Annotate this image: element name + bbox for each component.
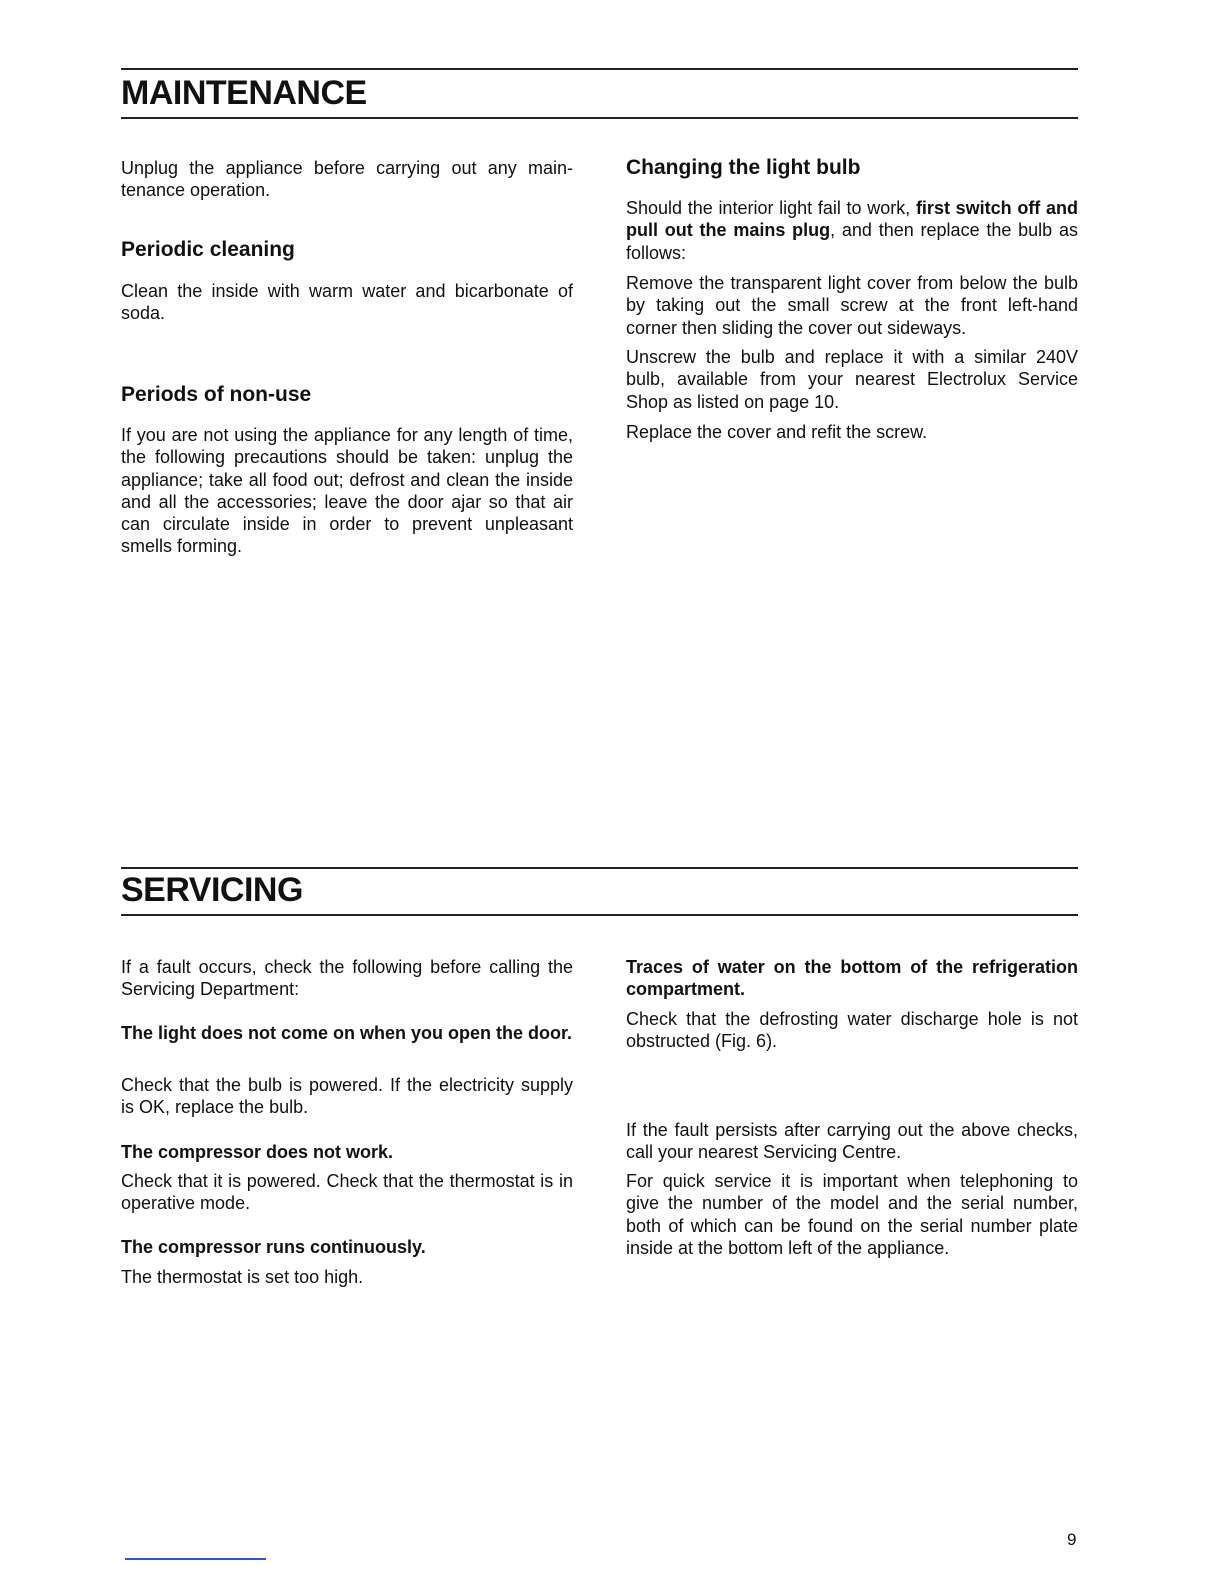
- light-bulb-p1: [626, 197, 1078, 264]
- non-use-text: If you are not using the appliance for any length of time, the following precautions should be taken: unplug the appliance; take all food out; defrost and clean the inside and all the accessories; leave the door ajar so that air can circulate inside in order to prevent unpleasant smells forming.: [121, 425, 573, 557]
- fault-heading: The light does not come on when you open the door.: [121, 1023, 573, 1043]
- light-bulb-p3: Unscrew the bulb and replace it with a similar 240V bulb, available from your nearest Electrolux Service Shop as listed on page 10.: [626, 347, 1078, 412]
- fault-heading: The compressor does not work.: [121, 1142, 394, 1162]
- fault-heading: Traces of water on the bottom of the refrigeration compartment.: [626, 957, 1078, 1000]
- non-use-heading: Periods of non-use: [121, 383, 312, 406]
- quick-service-text: For quick service it is important when telephoning to give the number of the model and the serial number, both of which can be found on the serial number plate inside at the bottom left of the appliance.: [626, 1171, 1078, 1258]
- text: , and then replace the bulb as follows:: [626, 220, 1078, 263]
- fault-text: Check that it is powered. Check that the thermostat is in operative mode.: [121, 1171, 573, 1214]
- page-number: 9: [1067, 1530, 1077, 1549]
- servicing-title: SERVICING: [121, 871, 303, 909]
- header-rule-top: [121, 68, 1078, 70]
- servicing-rule-top: [121, 867, 1078, 869]
- maintenance-intro: Unplug the appliance before carrying out any main-tenance operation.: [121, 158, 573, 201]
- periodic-cleaning-heading: Periodic cleaning: [121, 238, 295, 261]
- light-bulb-p4: Replace the cover and refit the screw.: [626, 422, 928, 442]
- light-bulb-heading: Changing the light bulb: [626, 156, 861, 179]
- fault-heading: The compressor runs continuously.: [121, 1237, 426, 1257]
- servicing-intro: If a fault occurs, check the following before calling the Servicing Department:: [121, 957, 573, 1000]
- text: Should the interior light fail to work,: [626, 198, 916, 218]
- footer-line: [125, 1558, 266, 1560]
- servicing-rule-bottom: [121, 914, 1078, 916]
- header-rule-bottom: [121, 117, 1078, 119]
- periodic-cleaning-text: Clean the inside with warm water and bicarbonate of soda.: [121, 281, 573, 324]
- persists-text: If the fault persists after carrying out the above checks, call your nearest Servicing Centre.: [626, 1120, 1078, 1163]
- fault-text: Check that the defrosting water discharge hole is not obstructed (Fig. 6).: [626, 1009, 1078, 1052]
- fault-text: Check that the bulb is powered. If the electricity supply is OK, replace the bulb.: [121, 1075, 573, 1118]
- maintenance-title: MAINTENANCE: [121, 74, 367, 112]
- fault-text: The thermostat is set too high.: [121, 1267, 364, 1287]
- bold-text: first switch off and pull out the mains plug: [626, 198, 1078, 241]
- light-bulb-p2: Remove the transparent light cover from below the bulb by taking out the small screw at the front left-hand corner then sliding the cover out sideways.: [626, 273, 1078, 338]
